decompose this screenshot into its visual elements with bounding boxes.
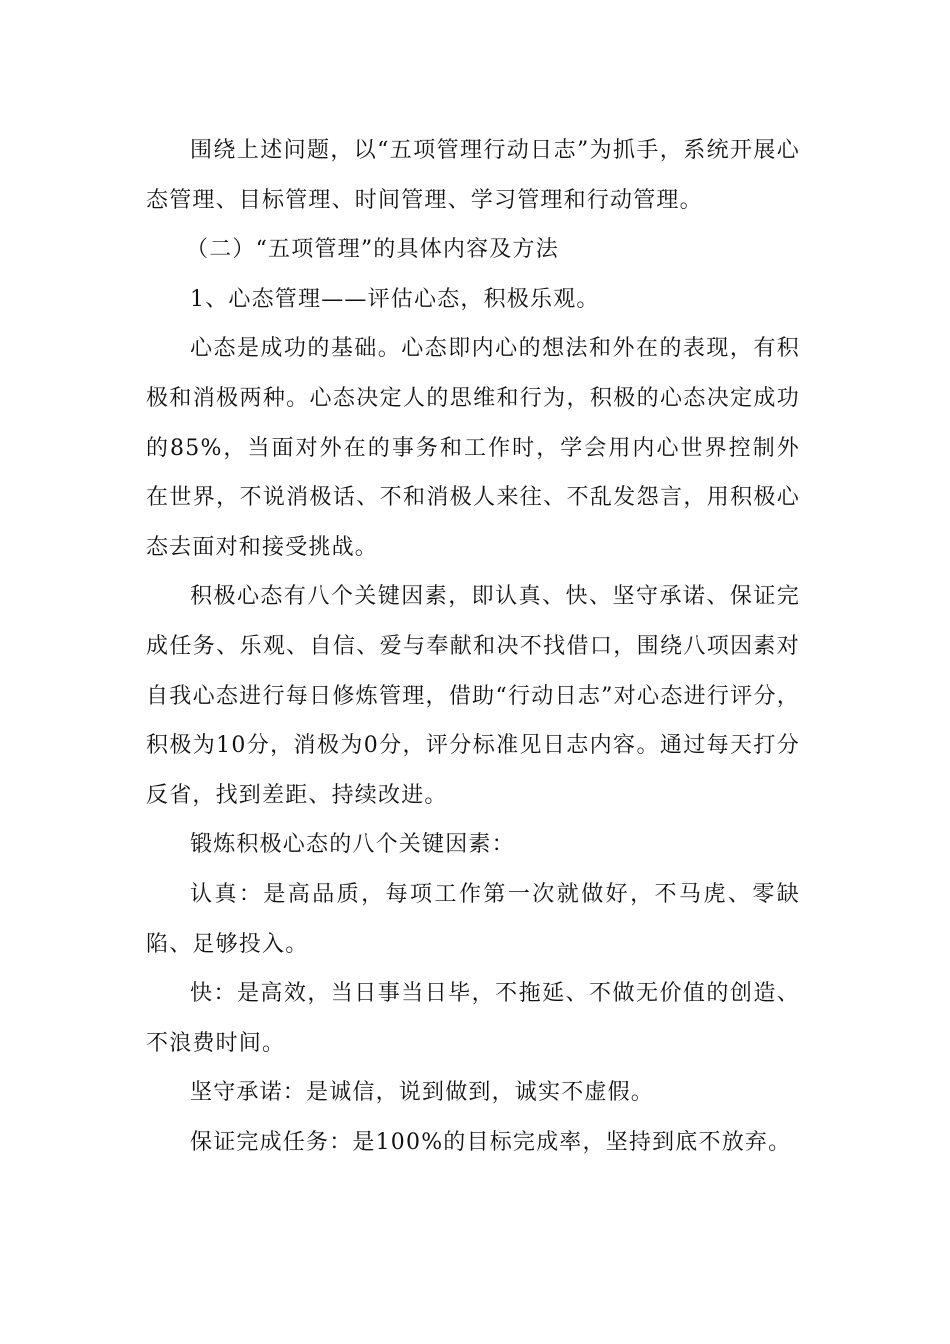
- document-body: [146, 126, 800, 1167]
- paragraph-intro: 围绕上述问题，以“五项管理行动日志”为抓手，系统开展心态管理、目标管理、时间管理、学习管理和行动管理。: [146, 138, 800, 213]
- paragraph-factor-fast: 快：是高效，当日事当日毕，不拖延、不做无价值的创造、不浪费时间。: [146, 981, 800, 1056]
- paragraph-mindset-basis: 心态是成功的基础。心态即内心的想法和外在的表现，有积极和消极两种。心态决定人的思维和行为，积极的心态决定成功的85%，当面对外在的事务和工作时，学会用内心世界控制外在世界，不说消极话、不和消极人来往、不乱发怨言，用积极心态去面对和接受挑战。: [146, 336, 800, 560]
- paragraph-factor-promise: 坚守承诺：是诚信，说到做到，诚实不虚假。: [190, 1080, 655, 1106]
- subsection-heading: 1、心态管理——评估心态，积极乐观。: [190, 286, 600, 312]
- paragraph-eight-factors: 积极心态有八个关键因素，即认真、快、坚守承诺、保证完成任务、乐观、自信、爱与奉献和决不找借口，围绕八项因素对自我心态进行每日修炼管理，借助“行动日志”对心态进行评分，积极为10分，消极为0分，评分标准见日志内容。通过每天打分反省，找到差距、持续改进。: [146, 584, 800, 808]
- paragraph-factor-earnest: 认真：是高品质，每项工作第一次就做好，不马虎、零缺陷、足够投入。: [146, 881, 800, 957]
- section-heading: （二）“五项管理”的具体内容及方法: [186, 237, 559, 263]
- paragraph-factors-title: 锻炼积极心态的八个关键因素：: [190, 832, 515, 858]
- paragraph-factor-complete-task: 保证完成任务：是100%的目标完成率，坚持到底不放弃。: [190, 1129, 792, 1155]
